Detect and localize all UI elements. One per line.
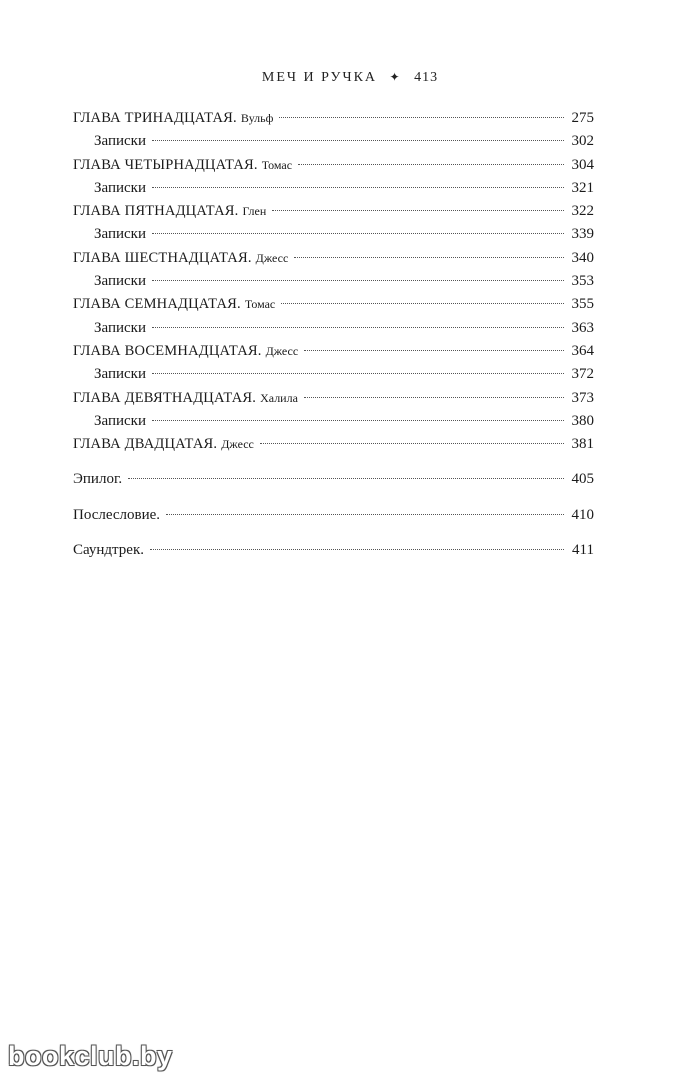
chapter-heading: ГЛАВА ЧЕТЫРНАДЦАТАЯ. — [73, 156, 258, 173]
toc-entry-chapter-19[interactable] — [73, 387, 594, 410]
dot-leader — [128, 478, 564, 479]
toc-page-number: 381 — [571, 436, 594, 453]
dot-leader — [166, 514, 564, 515]
toc-page-number: 275 — [571, 110, 594, 126]
toc-entry-notes-13[interactable] — [73, 130, 594, 153]
notes-label: Записки — [94, 412, 147, 429]
dot-leader — [152, 187, 564, 188]
toc-entry-chapter-15[interactable] — [73, 200, 594, 223]
notes-label: Записки — [94, 273, 147, 290]
dot-leader — [152, 327, 564, 328]
dot-leader — [304, 397, 564, 398]
toc-entry-title — [73, 433, 254, 456]
chapter-heading: ГЛАВА ДЕВЯТНАДЦАТАЯ. — [73, 389, 257, 406]
toc-page-number: 373 — [571, 389, 594, 406]
toc-entry-title — [73, 200, 266, 223]
notes-label: Записки — [94, 133, 147, 150]
running-head — [0, 70, 700, 86]
toc-entry-notes-16[interactable] — [73, 270, 594, 293]
dot-leader — [260, 443, 564, 444]
diamond-separator-icon: ✦ — [389, 70, 402, 84]
dot-leader — [272, 210, 564, 211]
chapter-narrator: Джесс — [265, 343, 299, 358]
chapter-heading: ГЛАВА ШЕСТНАДЦАТАЯ. — [73, 249, 252, 266]
toc-page-number: 322 — [571, 203, 594, 220]
toc-page-number: 355 — [571, 296, 594, 313]
dot-leader — [152, 233, 564, 234]
toc-entry-chapter-18[interactable] — [73, 340, 594, 363]
dot-leader — [152, 280, 564, 281]
afterword-label: Послесловие. — [73, 506, 161, 523]
toc-entry-title — [73, 107, 273, 130]
chapter-narrator: Глен — [242, 204, 267, 219]
toc-entry-chapter-14[interactable] — [73, 154, 594, 177]
toc-entry-chapter-13[interactable] — [73, 107, 594, 130]
toc-page-number: 339 — [571, 226, 594, 243]
chapter-narrator: Джесс — [255, 250, 289, 265]
dot-leader — [281, 303, 564, 304]
toc-entry-notes-14[interactable] — [73, 177, 594, 200]
notes-label: Записки — [94, 179, 147, 196]
chapter-narrator: Вульф — [240, 111, 274, 125]
toc-entry-chapter-20[interactable] — [73, 433, 594, 456]
chapter-narrator: Джесс — [221, 437, 254, 452]
dot-leader — [279, 117, 564, 118]
toc-entry-title — [73, 247, 288, 270]
soundtrack-label: Саундтрек. — [73, 542, 144, 559]
toc-entry-title — [73, 387, 298, 410]
chapter-heading: ГЛАВА ПЯТНАДЦАТАЯ. — [73, 203, 239, 220]
chapter-narrator: Томас — [261, 157, 293, 172]
toc-page-number: 340 — [571, 249, 594, 266]
toc-page-number: 364 — [571, 342, 594, 359]
toc-page-number: 411 — [572, 542, 594, 559]
table-of-contents — [73, 107, 594, 562]
chapter-narrator: Халила — [260, 390, 298, 405]
notes-label: Записки — [94, 366, 147, 383]
toc-entry-soundtrack[interactable] — [73, 539, 594, 562]
dot-leader — [152, 140, 564, 141]
notes-label: Записки — [94, 319, 147, 336]
toc-page-number: 410 — [571, 506, 594, 523]
toc-entry-epilogue[interactable] — [73, 468, 594, 491]
dot-leader — [152, 373, 564, 374]
toc-entry-title — [73, 340, 298, 363]
notes-label: Записки — [94, 226, 147, 243]
toc-page-number: 405 — [571, 471, 594, 488]
toc-entry-title — [73, 154, 292, 177]
page-number: 413 — [414, 70, 439, 85]
chapter-heading: ГЛАВА ВОСЕМНАДЦАТАЯ. — [73, 342, 262, 359]
toc-entry-notes-17[interactable] — [73, 317, 594, 340]
chapter-heading: ГЛАВА ДВАДЦАТАЯ. — [73, 436, 218, 453]
toc-entry-notes-18[interactable] — [73, 363, 594, 386]
dot-leader — [294, 257, 564, 258]
epilogue-label: Эпилог. — [73, 471, 123, 488]
watermark: bookclub.by — [8, 1041, 173, 1071]
toc-page-number: 363 — [571, 319, 594, 336]
chapter-heading: ГЛАВА ТРИНАДЦАТАЯ. — [73, 110, 237, 126]
toc-page-number: 302 — [571, 133, 594, 150]
toc-entry-chapter-16[interactable] — [73, 247, 594, 270]
chapter-heading: ГЛАВА СЕМНАДЦАТАЯ. — [73, 296, 241, 313]
toc-page-number: 304 — [571, 156, 594, 173]
dot-leader — [152, 420, 564, 421]
toc-page-number: 372 — [571, 366, 594, 383]
toc-entry-notes-19[interactable] — [73, 410, 594, 433]
toc-entry-chapter-17[interactable] — [73, 293, 594, 316]
toc-entry-title — [73, 293, 275, 316]
chapter-narrator: Томас — [244, 297, 276, 312]
toc-page-number: 353 — [571, 273, 594, 290]
toc-page-number: 321 — [571, 179, 594, 196]
dot-leader — [304, 350, 564, 351]
dot-leader — [150, 549, 564, 550]
running-head-title: МЕЧ И РУЧКА — [261, 70, 378, 85]
toc-entry-afterword[interactable] — [73, 504, 594, 527]
toc-entry-notes-15[interactable] — [73, 223, 594, 246]
toc-page-number: 380 — [571, 412, 594, 429]
dot-leader — [298, 164, 564, 165]
